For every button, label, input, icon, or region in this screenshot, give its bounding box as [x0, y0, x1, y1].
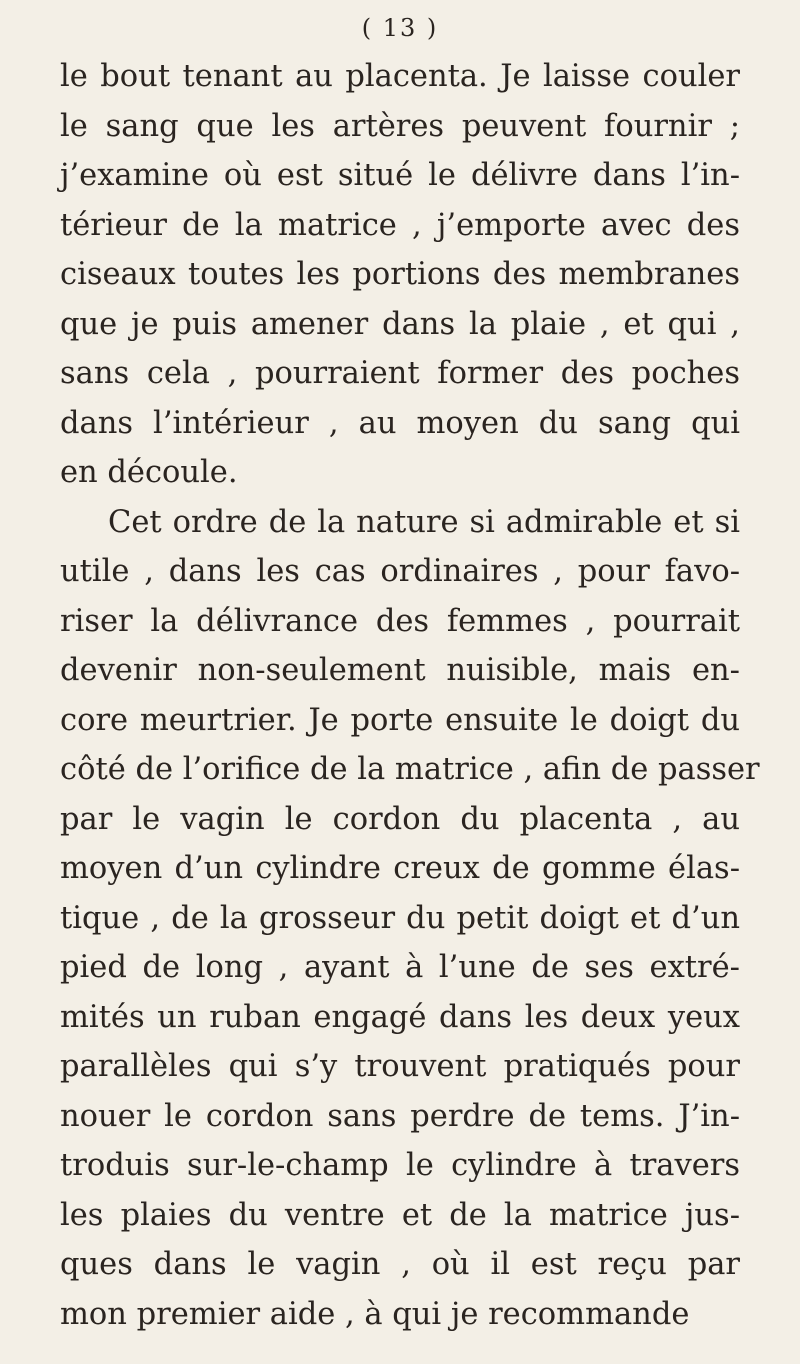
- text-line: dans l’intérieur , au moyen du sang qui: [60, 405, 740, 441]
- text-line: pied de long , ayant à l’une de ses extré-: [60, 950, 740, 985]
- text-line: les plaies du ventre et de la matrice jus-: [60, 1197, 740, 1233]
- text-line: en découle.: [60, 455, 238, 490]
- text-line: Cet ordre de la nature si admirable et si: [108, 504, 740, 540]
- text-line: nouer le cordon sans perdre de tems. J’in-: [60, 1098, 740, 1134]
- text-line: le sang que les artères peuvent fournir ;: [60, 108, 740, 144]
- text-line: riser la délivrance des femmes , pourrait: [60, 603, 740, 639]
- text-line: ciseaux toutes les portions des membranes: [60, 257, 740, 292]
- text-line: troduis sur-le-champ le cylindre à travers: [60, 1148, 740, 1183]
- text-line: devenir non-seulement nuisible, mais en-: [60, 653, 740, 688]
- text-line: parallèles qui s’y trouvent pratiqués pour: [60, 1049, 740, 1084]
- text-line: tique , de la grosseur du petit doigt et d’un: [60, 900, 740, 936]
- text-line: mités un ruban engagé dans les deux yeux: [60, 999, 740, 1035]
- text-line: que je puis amener dans la plaie , et qui ,: [60, 306, 740, 342]
- text-line: core meurtrier. Je porte ensuite le doigt du: [60, 702, 740, 738]
- text-line: sans cela , pourraient former des poches: [60, 356, 740, 391]
- text-line: côté de l’orifice de la matrice , afin de passer: [60, 752, 760, 787]
- text-line: mon premier aide , à qui je recommande: [60, 1296, 690, 1332]
- text-line: ques dans le vagin , où il est reçu par: [60, 1247, 740, 1282]
- page-number: ( 13 ): [361, 14, 439, 42]
- paragraph-2: [60, 498, 760, 1340]
- text-line: j’examine où est situé le délivre dans l’in-: [60, 158, 740, 193]
- paragraph-1: [60, 52, 740, 498]
- text-line: térieur de la matrice , j’emporte avec des: [60, 207, 740, 243]
- text-line: le bout tenant au placenta. Je laisse couler: [60, 59, 740, 94]
- text-line: moyen d’un cylindre creux de gomme élas-: [60, 851, 740, 886]
- text-line: par le vagin le cordon du placenta , au: [60, 801, 740, 837]
- text-line: utile , dans les cas ordinaires , pour favo-: [60, 554, 740, 589]
